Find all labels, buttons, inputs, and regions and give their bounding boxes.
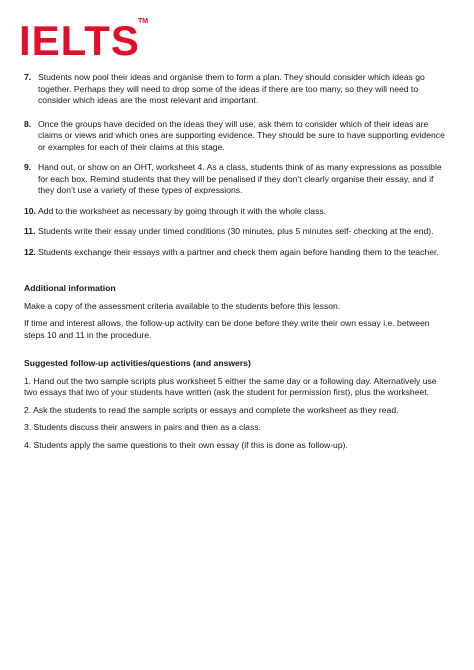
step-text: Once the groups have decided on the ideas they will use, ask them to consider which of their ideas are claims or views and which ones are supporting evidence. They should be sure to have supporting evidence or examples for each of their claims at this stage. <box>38 118 445 152</box>
step-number: 9. <box>24 162 32 172</box>
step-text: Students write their essay under timed conditions (30 minutes, plus 5 minutes self- checking at the end). <box>38 226 434 236</box>
section-heading: Additional information <box>24 283 116 293</box>
additional-information <box>24 283 446 347</box>
step-number: 12. <box>24 246 36 257</box>
section-heading: Suggested follow-up activities/questions (and answers) <box>24 358 251 368</box>
step-8 <box>24 119 446 154</box>
step-number: 10. <box>24 205 36 216</box>
step-number: 11. <box>24 226 36 236</box>
step-12 <box>24 247 446 259</box>
procedure-steps <box>24 72 446 267</box>
step-text: Add to the worksheet as necessary by going through it with the whole class. <box>38 205 327 216</box>
paragraph: If time and interest allows, the follow-up activity can be done before they write their own essay i.e. between steps 10 and 11 in the procedure. <box>24 318 430 340</box>
step-10 <box>24 206 446 218</box>
trademark-mark: TM <box>138 18 149 25</box>
step-number: 7. <box>24 72 32 82</box>
step-text: Students now pool their ideas and organise them to form a plan. They should consider which ideas go together. Perhaps they will need to drop some of the ideas if there are too many, so they will need to consider which ideas are the most relevant and important. <box>38 72 425 105</box>
step-text: Students exchange their essays with a partner and check them again before handing them to the teacher. <box>38 246 439 257</box>
paragraph: Make a copy of the assessment criteria available to the students before this lesson. <box>24 300 341 311</box>
paragraph: 3. Students discuss their answers in pairs and then as a class. <box>24 422 261 432</box>
paragraph: 1. Hand out the two sample scripts plus worksheet 5 either the same day or a following day. Alternatively use two essays that two of your students have written (ask the student for permission first), plus the worksheet. <box>24 375 437 397</box>
step-7 <box>24 72 446 107</box>
step-text: Hand out, or show on an OHT, worksheet 4. As a class, students think of as many expressions as possible for each box. Remind students that they will be penalised if they don’t clearly organise their essay, and if they don’t use a variety of these types of expressions. <box>38 162 442 195</box>
step-11 <box>24 226 446 238</box>
paragraph: 2. Ask the students to read the sample scripts or essays and complete the worksheet as they read. <box>24 404 399 415</box>
paragraph: 4. Students apply the same questions to their own essay (if this is done as follow-up). <box>24 439 348 450</box>
step-number: 8. <box>24 118 32 129</box>
step-9 <box>24 162 446 197</box>
follow-up-activities <box>24 358 446 457</box>
ielts-logo: IELTS <box>19 17 140 64</box>
